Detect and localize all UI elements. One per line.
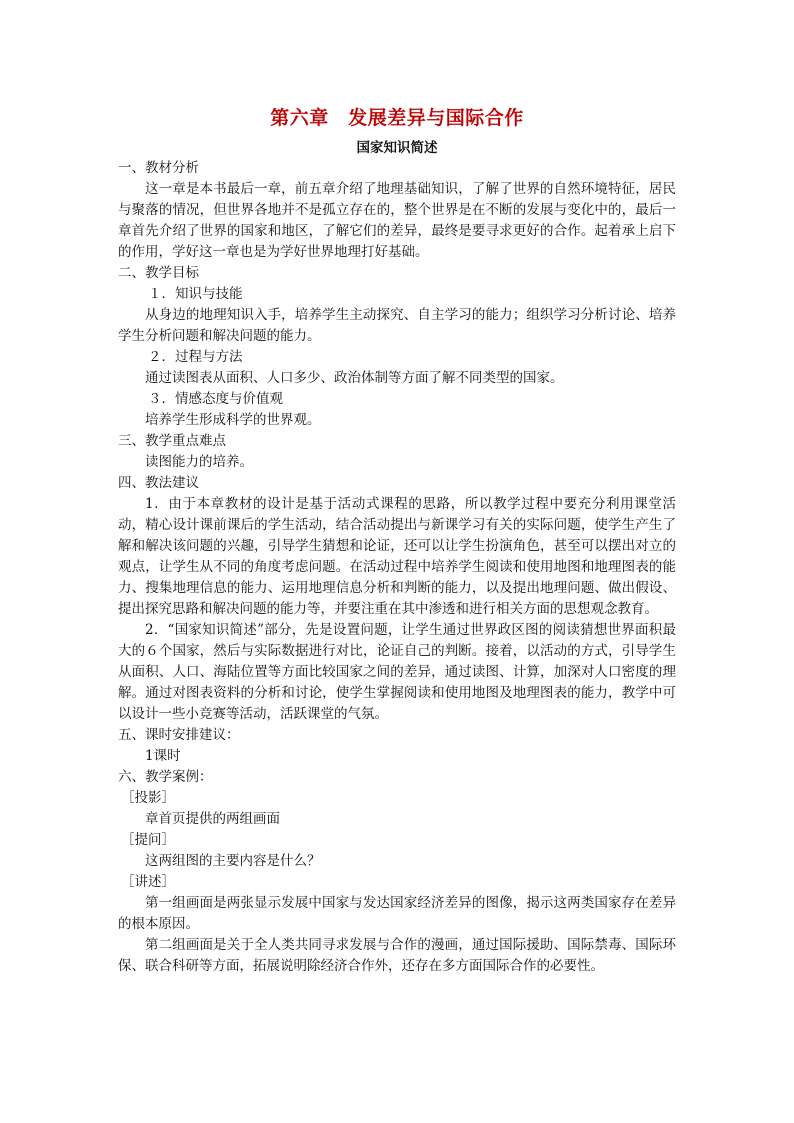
section-heading: 二、教学目标 [118,265,199,281]
paragraph: 读图能力的培养。 [145,454,253,470]
paragraph: ［提问］ [121,832,175,848]
paragraph: 1课时 [145,748,181,764]
section-subtitle: 国家知识简述 [356,140,438,156]
paragraph: 这两组图的主要内容是什么？ [145,853,321,869]
section-heading: 五、课时安排建议： [118,727,240,743]
paragraph: 第一组画面是两张显示发展中国家与发达国家经济差异的图像，揭示这两类国家存在差异的根本原因。 [118,895,676,932]
paragraph: 通过读图表从面积、人口多少、政治体制等方面了解不同类型的国家。 [145,370,564,386]
section-heading: 三、教学重点难点 [118,433,226,449]
chapter-title: 第六章 发展差异与国际合作 [270,107,524,129]
section-heading: 六、教学案例： [118,769,213,785]
paragraph: 章首页提供的两组画面 [145,811,280,827]
paragraph: 培养学生形成科学的世界观。 [145,412,321,428]
paragraph: 第二组画面是关于全人类共同寻求发展与合作的漫画，通过国际援助、国际禁毒、国际环保、联合科研等方面，拓展说明除经济合作外，还存在多方面国际合作的必要性。 [118,937,676,974]
paragraph: １．知识与技能 [148,286,243,302]
paragraph: 这一章是本书最后一章，前五章介绍了地理基础知识，了解了世界的自然环境特征，居民与聚落的情况，但世界各地并不是孤立存在的，整个世界是在不断的发展与变化中的，最后一章首先介绍了世界的国家和地区，了解它们的差异，最终是要寻求更好的合作。起着承上启下的作用，学好这一章也是为学好世界地理打好基础。 [118,181,676,260]
paragraph: ［投影］ [121,790,175,806]
paragraph: 2．“国家知识简述”部分，先是设置问题，让学生通过世界政区图的阅读猜想世界面积最大的６个国家，然后与实际数据进行对比，论证自己的判断。接着，以活动的方式，引导学生从面积、人口、海陆位置等方面比较国家之间的差异，通过读图、计算，加深对人口密度的理解。通过对图表资料的分析和讨论，使学生掌握阅读和使用地图及地理图表的能力，教学中可以设计一些小竞赛等活动，活跃课堂的气氛。 [118,622,676,722]
section-heading: 四、教法建议 [118,475,199,491]
paragraph: 1．由于本章教材的设计是基于活动式课程的思路，所以教学过程中要充分利用课堂活动，精心设计课前课后的学生活动，结合活动提出与新课学习有关的实际问题，使学生产生了解和解决该问题的兴趣，引导学生猜想和论证，还可以让学生扮演角色，甚至可以摆出对立的观点，让学生从不同的角度考虑问题。在活动过程中培养学生阅读和使用地图和地理图表的能力、搜集地理信息的能力、运用地理信息分析和判断的能力，以及提出地理问题、做出假设、提出探究思路和解决问题的能力等，并要注重在其中渗透和进行相关方面的思想观念教育。 [118,496,676,617]
paragraph: 从身边的地理知识入手，培养学生主动探究、自主学习的能力；组织学习分析讨论、培养学生分析问题和解决问题的能力。 [118,307,676,344]
paragraph: ［讲述］ [121,874,175,890]
section-heading: 一、教材分析 [118,160,199,176]
document-body [118,158,676,977]
paragraph: ２．过程与方法 [148,349,243,365]
paragraph: ３．情感态度与价值观 [148,391,283,407]
